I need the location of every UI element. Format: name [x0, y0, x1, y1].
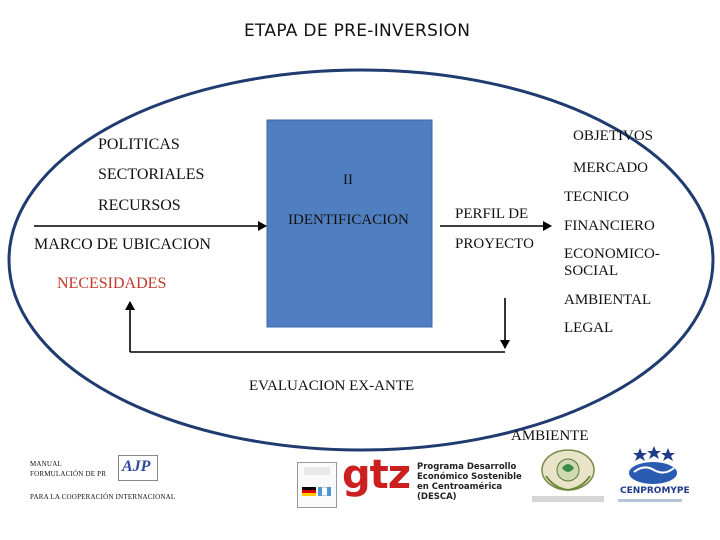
marco-ubicacion-label: MARCO DE UBICACION [34, 236, 211, 253]
sectoriales-label: SECTORIALES [98, 166, 205, 183]
stage-roman-numeral: II [343, 172, 353, 188]
ambiental-label: AMBIENTAL [564, 292, 652, 308]
cenpromype-label: CENPROMYPE [620, 486, 690, 496]
desca-program-text [417, 462, 522, 502]
cenpromype-logo-icon [622, 446, 684, 486]
logo-header-bar [304, 467, 330, 475]
perfil-label-2: PROYECTO [455, 236, 534, 252]
desca-line-2: Económico Sostenible [417, 472, 522, 482]
tecnico-label: TECNICO [564, 189, 629, 205]
formulacion-label: FORMULACIÓN DE PR [30, 470, 107, 478]
desca-line-1: Programa Desarrollo [417, 462, 517, 472]
legal-label: LEGAL [564, 320, 614, 336]
evaluacion-ex-ante-label: EVALUACION EX-ANTE [249, 378, 415, 394]
financiero-label: FINANCIERO [564, 218, 655, 234]
social-label: SOCIAL [564, 263, 619, 279]
cooperation-flags-logo [297, 462, 337, 508]
desca-line-3: en Centroamérica [417, 482, 503, 492]
objetivos-label: OBJETIVOS [573, 128, 654, 144]
perfil-label-1: PERFIL DE [455, 206, 529, 222]
page-title: ETAPA DE PRE-INVERSION [244, 21, 471, 41]
politicas-label: POLITICAS [98, 136, 180, 153]
ambiente-label: AMBIENTE [511, 428, 589, 444]
gtz-logo: gtz [342, 452, 411, 498]
ajp-logo [118, 455, 158, 481]
mercado-label: MERCADO [573, 160, 649, 176]
ministry-emblem-icon [524, 446, 612, 508]
ajp-logo-text: AJP [122, 458, 151, 475]
economico-label: ECONOMICO- [564, 246, 660, 262]
manual-label: MANUAL [30, 460, 62, 468]
gt-flag-right [327, 487, 331, 496]
german-flag-gold [302, 493, 316, 496]
cenpromype-tagline-bar [618, 499, 682, 502]
recursos-label: RECURSOS [98, 197, 181, 214]
necesidades-label: NECESIDADES [57, 275, 167, 292]
desca-line-4: (DESCA) [417, 492, 457, 502]
identificacion-label: IDENTIFICACION [288, 212, 409, 228]
cooperacion-label: PARA LA COOPERACIÓN INTERNACIONAL [30, 493, 176, 501]
